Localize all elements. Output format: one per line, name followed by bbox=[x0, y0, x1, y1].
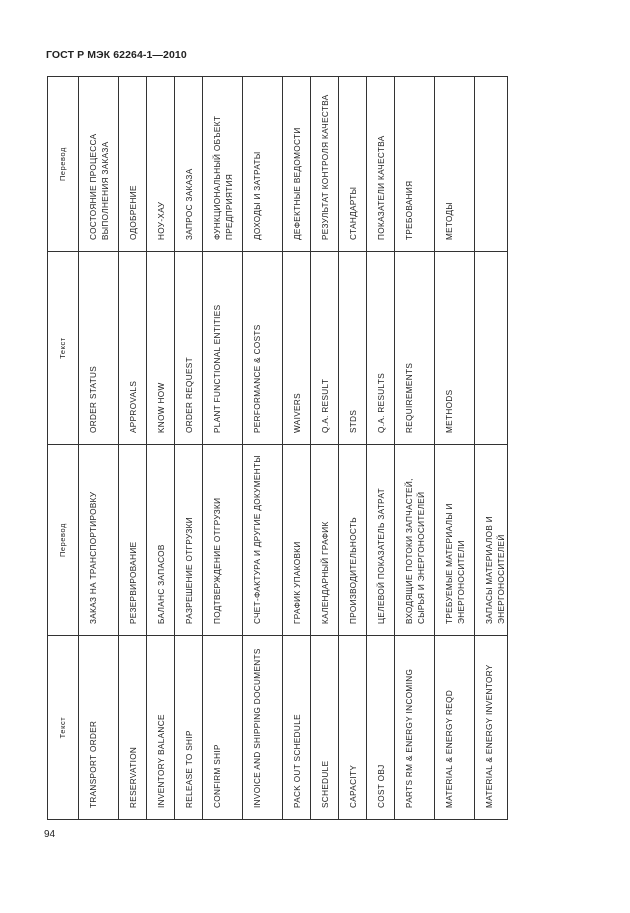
cell-text-1: RELEASE TO SHIP bbox=[175, 636, 203, 820]
cell-translation-2: ТРЕБОВАНИЯ bbox=[395, 77, 435, 252]
table-row bbox=[147, 77, 175, 820]
cell-text-1: CONFIRM SHIP bbox=[203, 636, 243, 820]
cell-translation-1: ГРАФИК УПАКОВКИ bbox=[283, 445, 311, 636]
cell-translation-2: ДОХОДЫ И ЗАТРАТЫ bbox=[243, 77, 283, 252]
table-body bbox=[79, 77, 508, 820]
cell-text-2: PERFORMANCE & COSTS bbox=[243, 252, 283, 445]
page-number: 94 bbox=[44, 829, 56, 840]
cell-text-2: Q.A. RESULT bbox=[311, 252, 339, 445]
cell-text-1: RESERVATION bbox=[119, 636, 147, 820]
table-header-row bbox=[48, 77, 79, 820]
cell-text-1: SCHEDULE bbox=[311, 636, 339, 820]
cell-translation-1: РАЗРЕШЕНИЕ ОТГРУЗКИ bbox=[175, 445, 203, 636]
rotated-table-frame bbox=[47, 77, 506, 820]
cell-text-1: TRANSPORT ORDER bbox=[79, 636, 119, 820]
cell-translation-1: ПОДТВЕРЖДЕНИЕ ОТГРУЗКИ bbox=[203, 445, 243, 636]
cell-translation-1: ПРОИЗВОДИТЕЛЬНОСТЬ bbox=[339, 445, 367, 636]
cell-text-1: MATERIAL & ENERGY INVENTORY bbox=[475, 636, 508, 820]
cell-text-2: STDS bbox=[339, 252, 367, 445]
table-row bbox=[395, 77, 435, 820]
translation-table bbox=[47, 76, 508, 820]
table-row bbox=[79, 77, 119, 820]
table-row bbox=[119, 77, 147, 820]
cell-translation-2: ОДОБРЕНИЕ bbox=[119, 77, 147, 252]
column-header-translation-1: Перевод bbox=[48, 445, 79, 636]
cell-translation-1: ЗАКАЗ НА ТРАНСПОРТИРОВКУ bbox=[79, 445, 119, 636]
cell-translation-2: РЕЗУЛЬТАТ КОНТРОЛЯ КАЧЕСТВА bbox=[311, 77, 339, 252]
cell-text-2: ORDER REQUEST bbox=[175, 252, 203, 445]
column-header-text-1: Текст bbox=[48, 636, 79, 820]
cell-translation-1: СЧЕТ-ФАКТУРА И ДРУГИЕ ДОКУМЕНТЫ bbox=[243, 445, 283, 636]
cell-text-1: INVENTORY BALANCE bbox=[147, 636, 175, 820]
column-header-text-2: Текст bbox=[48, 252, 79, 445]
cell-text-2: WAIVERS bbox=[283, 252, 311, 445]
cell-translation-2: ДЕФЕКТНЫЕ ВЕДОМОСТИ bbox=[283, 77, 311, 252]
cell-translation-1: ТРЕБУЕМЫЕ МАТЕРИАЛЫ И ЭНЕРГОНОСИТЕЛИ bbox=[435, 445, 475, 636]
table-row bbox=[203, 77, 243, 820]
cell-translation-1: ВХОДЯЩИЕ ПОТОКИ ЗАПЧАСТЕЙ, СЫРЬЯ И ЭНЕРГОНОСИТЕЛЕЙ bbox=[395, 445, 435, 636]
table-row bbox=[435, 77, 475, 820]
table-row bbox=[311, 77, 339, 820]
cell-text-1: CAPACITY bbox=[339, 636, 367, 820]
cell-text-2: PLANT FUNCTIONAL ENTITIES bbox=[203, 252, 243, 445]
cell-translation-2: ФУНКЦИОНАЛЬНЫЙ ОБЪЕКТ ПРЕДПРИЯТИЯ bbox=[203, 77, 243, 252]
table-row bbox=[283, 77, 311, 820]
cell-translation-2: ЗАПРОС ЗАКАЗА bbox=[175, 77, 203, 252]
cell-text-2: APPROVALS bbox=[119, 252, 147, 445]
document-header: ГОСТ Р МЭК 62264-1—2010 bbox=[46, 49, 187, 61]
cell-translation-2: ПОКАЗАТЕЛИ КАЧЕСТВА bbox=[367, 77, 395, 252]
cell-text-1: PACK OUT SCHEDULE bbox=[283, 636, 311, 820]
cell-translation-2: МЕТОДЫ bbox=[435, 77, 475, 252]
cell-translation-1: ЦЕЛЕВОЙ ПОКАЗАТЕЛЬ ЗАТРАТ bbox=[367, 445, 395, 636]
cell-translation-1: БАЛАНС ЗАПАСОВ bbox=[147, 445, 175, 636]
cell-text-2: METHODS bbox=[435, 252, 475, 445]
cell-text-1: COST OBJ bbox=[367, 636, 395, 820]
table-row bbox=[175, 77, 203, 820]
cell-text-2 bbox=[475, 252, 508, 445]
cell-text-1: PARTS RM & ENERGY INCOMING bbox=[395, 636, 435, 820]
cell-text-1: INVOICE AND SHIPPING DOCUMENTS bbox=[243, 636, 283, 820]
cell-translation-2: НОУ-ХАУ bbox=[147, 77, 175, 252]
cell-text-2: ORDER STATUS bbox=[79, 252, 119, 445]
cell-translation-1: КАЛЕНДАРНЫЙ ГРАФИК bbox=[311, 445, 339, 636]
table-row bbox=[367, 77, 395, 820]
cell-translation-2 bbox=[475, 77, 508, 252]
cell-translation-2: СТАНДАРТЫ bbox=[339, 77, 367, 252]
cell-translation-1: ЗАПАСЫ МАТЕРИАЛОВ И ЭНЕРГОНОСИТЕЛЕЙ bbox=[475, 445, 508, 636]
cell-translation-2: СОСТОЯНИЕ ПРОЦЕССА ВЫПОЛНЕНИЯ ЗАКАЗА bbox=[79, 77, 119, 252]
cell-text-2: KNOW HOW bbox=[147, 252, 175, 445]
cell-text-1: MATERIAL & ENERGY REQD bbox=[435, 636, 475, 820]
table-row bbox=[475, 77, 508, 820]
table-row bbox=[339, 77, 367, 820]
cell-text-2: REQUIREMENTS bbox=[395, 252, 435, 445]
column-header-translation-2: Перевод bbox=[48, 77, 79, 252]
table-row bbox=[243, 77, 283, 820]
cell-text-2: Q.A. RESULTS bbox=[367, 252, 395, 445]
cell-translation-1: РЕЗЕРВИРОВАНИЕ bbox=[119, 445, 147, 636]
